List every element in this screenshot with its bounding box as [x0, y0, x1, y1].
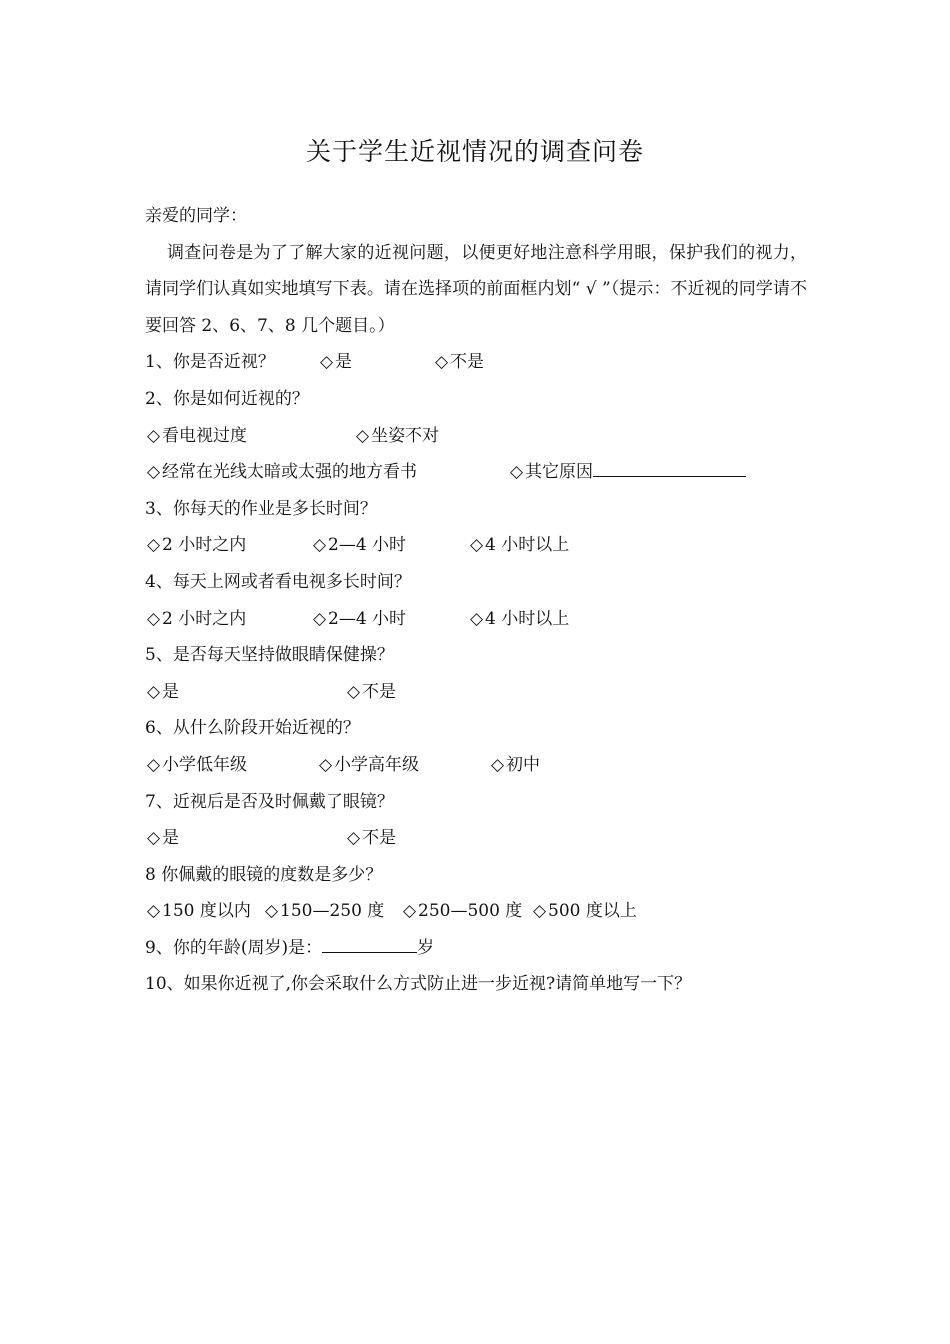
diamond-checkbox-icon: ◇ [509, 462, 524, 483]
diamond-checkbox-icon: ◇ [146, 425, 161, 446]
q5-option-yes[interactable]: ◇ 是 [145, 674, 345, 711]
q3-option-3[interactable]: ◇ 4 小时以上 [468, 527, 569, 564]
page-title: 关于学生近视情况的调查问卷 [305, 137, 644, 166]
q6-option-junior-high[interactable]: ◇ 初中 [489, 747, 540, 784]
q8-option-2[interactable]: ◇ 150—250 度 [263, 893, 401, 930]
q8-row [145, 893, 807, 930]
q2-option-other[interactable]: ◇ 其它原因 [508, 454, 746, 491]
q1-row [145, 344, 807, 381]
q6-option-lower-primary[interactable]: ◇ 小学低年级 [145, 747, 317, 784]
q7-option-yes[interactable]: ◇ 是 [145, 820, 345, 857]
q9-age-blank[interactable] [322, 930, 417, 953]
q3-option-1[interactable]: ◇ 2 小时之内 [145, 527, 311, 564]
diamond-checkbox-icon: ◇ [469, 535, 484, 556]
q2-option-lighting[interactable]: ◇ 经常在光线太暗或太强的地方看书 [145, 454, 508, 491]
diamond-checkbox-icon: ◇ [318, 754, 333, 775]
q2-option-tv[interactable]: ◇ 看电视过度 [145, 418, 354, 455]
diamond-checkbox-icon: ◇ [146, 828, 161, 849]
q8-option-3[interactable]: ◇ 250—500 度 [401, 893, 531, 930]
q2-row1 [145, 418, 807, 455]
diamond-checkbox-icon: ◇ [319, 352, 334, 373]
q8-question: 8 你佩戴的眼镜的度数是多少？ [145, 864, 383, 885]
q2-row2 [145, 454, 807, 491]
q9-unit: 岁 [417, 937, 435, 958]
q7-row [145, 820, 807, 857]
q2-option-posture[interactable]: ◇ 坐姿不对 [354, 418, 439, 455]
diamond-checkbox-icon: ◇ [346, 828, 361, 849]
diamond-checkbox-icon: ◇ [146, 681, 161, 702]
q5-row [145, 674, 807, 711]
q8-option-4[interactable]: ◇ 500 度以上 [531, 893, 637, 930]
q6-question: 6、从什么阶段开始近视的？ [145, 718, 360, 739]
diamond-checkbox-icon: ◇ [469, 608, 484, 629]
q2-other-blank[interactable] [593, 454, 746, 477]
diamond-checkbox-icon: ◇ [490, 754, 505, 775]
q7-question: 7、近视后是否及时佩戴了眼镜？ [145, 791, 394, 812]
diamond-checkbox-icon: ◇ [402, 901, 417, 922]
q4-question: 4、每天上网或者看电视多长时间？ [145, 571, 411, 592]
q9-question: 9、你的年龄(周岁)是： [145, 937, 323, 958]
diamond-checkbox-icon: ◇ [146, 462, 161, 483]
diamond-checkbox-icon: ◇ [146, 754, 161, 775]
diamond-checkbox-icon: ◇ [355, 425, 370, 446]
q2-question: 2、你是如何近视的？ [145, 388, 309, 409]
diamond-checkbox-icon: ◇ [312, 608, 327, 629]
q4-option-2[interactable]: ◇ 2—4 小时 [311, 601, 468, 638]
q6-row [145, 747, 807, 784]
diamond-checkbox-icon: ◇ [532, 901, 547, 922]
diamond-checkbox-icon: ◇ [434, 352, 449, 373]
q10-question: 10、如果你近视了,你会采取什么方式防止进一步近视?请简单地写一下？ [145, 974, 692, 995]
q3-row [145, 527, 807, 564]
q8-option-1[interactable]: ◇ 150 度以内 [145, 893, 263, 930]
q4-option-3[interactable]: ◇ 4 小时以上 [468, 601, 569, 638]
q1-option-yes[interactable]: ◇ 是 [318, 344, 433, 381]
q6-option-upper-primary[interactable]: ◇ 小学高年级 [317, 747, 489, 784]
greeting: 亲爱的同学： [145, 206, 247, 226]
questionnaire-body [145, 198, 807, 1003]
q3-option-2[interactable]: ◇ 2—4 小时 [311, 527, 468, 564]
q4-row [145, 601, 807, 638]
q1-question: 1、你是否近视？ [145, 352, 275, 373]
q1-option-no[interactable]: ◇ 不是 [433, 344, 484, 381]
diamond-checkbox-icon: ◇ [346, 681, 361, 702]
q5-option-no[interactable]: ◇ 不是 [345, 674, 396, 711]
q4-option-1[interactable]: ◇ 2 小时之内 [145, 601, 311, 638]
diamond-checkbox-icon: ◇ [312, 535, 327, 556]
diamond-checkbox-icon: ◇ [146, 535, 161, 556]
diamond-checkbox-icon: ◇ [146, 608, 161, 629]
q7-option-no[interactable]: ◇ 不是 [345, 820, 396, 857]
intro-paragraph: 调查问卷是为了了解大家的近视问题，以便更好地注意科学用眼，保护我们的视力，请同学们认真如实地填写下表。请在选择项的前面框内划“ √ ”（提示：不近视的同学请不要回答 2、6、7、8 几个题目。） [145, 242, 807, 336]
diamond-checkbox-icon: ◇ [264, 901, 279, 922]
q5-question: 5、是否每天坚持做眼睛保健操？ [145, 645, 394, 666]
q3-question: 3、你每天的作业是多长时间？ [145, 498, 377, 519]
q9-row [145, 930, 807, 967]
diamond-checkbox-icon: ◇ [146, 901, 161, 922]
